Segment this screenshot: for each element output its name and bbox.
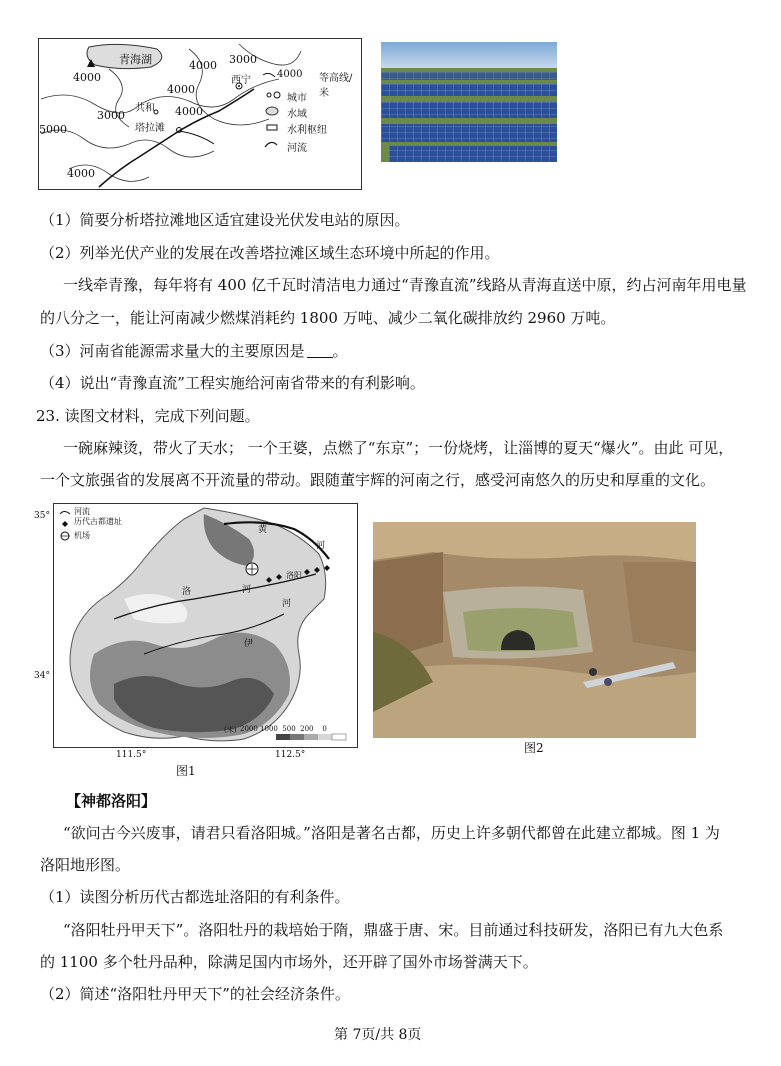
- question-2: （2）列举光伏产业的发展在改善塔拉滩区域生态环境中所起的作用。: [40, 244, 500, 262]
- elev-label: 5000: [39, 123, 67, 136]
- river-label: 河: [316, 541, 326, 551]
- lat-label: 35°: [34, 511, 50, 521]
- figure-1-caption: 图1: [176, 764, 196, 778]
- elev-label: 4000: [175, 105, 203, 118]
- paragraph-line: 洛阳地形图。: [40, 856, 131, 874]
- page-number: 第 7页/共 8页: [334, 1027, 422, 1043]
- elev-label: 3000: [229, 53, 257, 66]
- legend-contour-text: 等高线/米: [319, 73, 353, 99]
- legend-contour-value: 4000: [277, 69, 303, 80]
- question-1: （1）简要分析塔拉滩地区适宜建设光伏发电站的原因。: [40, 211, 410, 229]
- qinghai-contour-map: [38, 38, 362, 190]
- question-23-heading: 23. 读图文材料，完成下列问题。: [36, 407, 260, 425]
- elev-label: 4000: [67, 167, 95, 180]
- question-3: [40, 341, 348, 361]
- scale-unit: (米): [224, 726, 237, 734]
- solar-farm-photo: [381, 42, 557, 162]
- river-label: 河: [282, 599, 292, 609]
- elev-label: 4000: [73, 71, 101, 84]
- luoyang-terrain-map: [53, 503, 358, 748]
- question-3-end: 。: [332, 342, 348, 360]
- question-2: （2）简述“洛阳牡丹甲天下”的社会经济条件。: [40, 985, 350, 1003]
- city-label: 塔拉滩: [135, 123, 165, 134]
- answer-blank: [307, 343, 333, 358]
- legend-city: 城市: [287, 93, 307, 104]
- section-title: 【神都洛阳】: [66, 792, 157, 810]
- paragraph-line: 一碗麻辣烫，带火了天水； 一个王婆，点燃了“东京”；一份烧烤，让淄博的夏天“爆火”。由此 可见，: [63, 439, 734, 457]
- lon-label: 111.5°: [116, 750, 147, 760]
- lon-label: 112.5°: [275, 750, 306, 760]
- question-3-text: （3）河南省能源需求量大的主要原因是: [40, 342, 305, 360]
- legend-site: 历代古都遗址: [74, 517, 122, 526]
- elev-label: 4000: [167, 83, 195, 96]
- paragraph-line: 的 1100 多个牡丹品种，除满足国内市场外，还开辟了国外市场誉满天下。: [40, 953, 538, 971]
- legend-river: 河流: [74, 507, 90, 516]
- river-label: 黄: [258, 525, 268, 535]
- paragraph-line: 的八分之一，能让河南减少燃煤消耗约 1800 万吨、减少二氧化碳排放约 2960 万吨。: [40, 309, 616, 327]
- lat-label: 34°: [34, 671, 50, 681]
- city-label: 共和: [135, 103, 155, 114]
- city-label: 洛阳: [286, 571, 302, 580]
- legend-water: 水域: [287, 109, 307, 120]
- elev-label: 4000: [189, 59, 217, 72]
- river-label: 伊: [244, 639, 254, 649]
- lake-label: 青海湖: [119, 53, 152, 66]
- legend-dam: 水利枢纽: [287, 125, 327, 136]
- legend-river: 河流: [287, 143, 307, 154]
- river-label: 河: [242, 585, 252, 595]
- question-4: （4）说出“青豫直流”工程实施给河南省带来的有利影响。: [40, 374, 425, 392]
- city-label: 西宁: [231, 75, 251, 86]
- river-label: 洛: [182, 587, 192, 597]
- legend-airport: 机场: [74, 531, 90, 540]
- paragraph-line: “洛阳牡丹甲天下”。洛阳牡丹的栽培始于隋，鼎盛于唐、宋。目前通过科技研发，洛阳已有九大色系: [63, 921, 724, 939]
- paragraph-line: “欲问古今兴废事，请君只看洛阳城。”洛阳是著名古都，历史上许多朝代都曾在此建立都城。图 1 为: [63, 824, 720, 842]
- scale-values: 2000 1000 500 200 0: [240, 725, 327, 733]
- paragraph-line: 一线牵青豫，每年将有 400 亿千瓦时清洁电力通过“青豫直流”线路从青海直送中原，约占河南年用电量: [63, 276, 747, 294]
- figure-2-caption: 图2: [524, 741, 544, 755]
- elev-label: 3000: [97, 109, 125, 122]
- archaeological-site-photo: [373, 522, 696, 738]
- question-1: （1）读图分析历代古都选址洛阳的有利条件。: [40, 888, 350, 906]
- paragraph-line: 一个文旅强省的发展离不开流量的带动。跟随董宇辉的河南之行，感受河南悠久的历史和厚重的文化。: [40, 471, 716, 489]
